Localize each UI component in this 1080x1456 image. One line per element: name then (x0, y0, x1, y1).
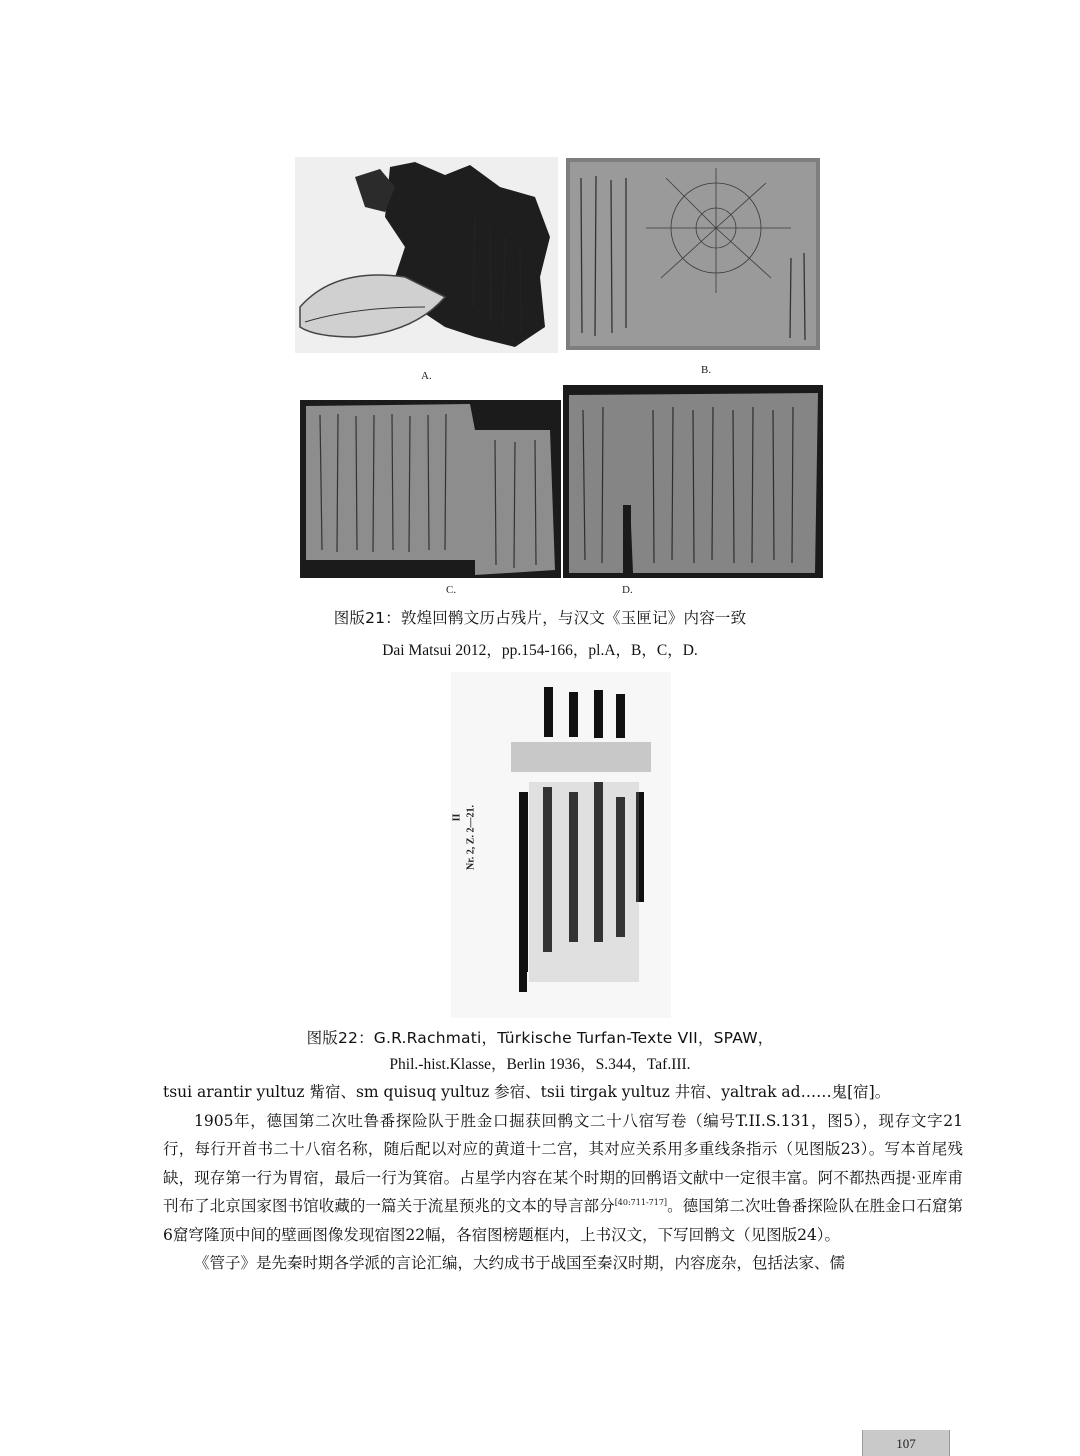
plate21-caption-zh: 图版21：敦煌回鹘文历占残片，与汉文《玉匣记》内容一致 (333, 609, 747, 627)
plate21-label-c: C. (446, 584, 457, 596)
body-paragraph-2 (163, 1107, 963, 1250)
plate22-side-label-text: Nr. 2, Z. 2—21. (465, 805, 477, 870)
body-paragraph-2-b: 。德国第二次吐鲁番探险队在胜金口石窟第6窟穹隆顶中间的壁画图像发现宿图22幅，各宿图榜题框内，上书汉文，下写回鹘文（见图版24）。 (163, 1197, 963, 1244)
plate22-caption-line1: 图版22：G.R.Rachmati，Türkische Turfan-Texte VII，SPAW， (306, 1029, 774, 1047)
plate22-caption-line2: Phil.-hist.Klasse，Berlin 1936，S.344，Taf.III. (389, 1056, 691, 1073)
plate21-label-d: D. (622, 584, 633, 596)
body-text (163, 1078, 963, 1278)
page-number: 107 (896, 1436, 916, 1451)
body-paragraph-3: 《管子》是先秦时期各学派的言论汇编，大约成书于战国至秦汉时期，内容庞杂，包括法家、儒 (194, 1254, 846, 1272)
plate21-photo-a (295, 157, 558, 353)
body-paragraph-2-a: 1905年，德国第二次吐鲁番探险队于胜金口掘获回鹘文二十八宿写卷（编号T.II.S.131，图5），现存文字21行，每行开首书二十八宿名称，随后配以对应的黄道十二宫，其对应关系用多重线条指示（见图版23）。写本首尾残缺，现存第一行为胃宿，最后一行为箕宿。占星学内容在某个时期的回鹘语文献中一定很丰富。阿不都热西提·亚库甫刊布了北京国家图书馆收藏的一篇关于流星预兆的文本的导言部分 (163, 1111, 963, 1215)
plate21-label-a: A. (421, 370, 432, 382)
plate21-photo-b (566, 158, 820, 350)
plate21-photo-c (300, 400, 561, 578)
body-line-1: tsui arantir yultuz 觜宿、sm quisuq yultuz 参宿、tsii tirgak yultuz 井宿、yaltrak ad……鬼[宿]。 (163, 1083, 891, 1101)
plate21-photo-d (563, 385, 823, 578)
plate22-photo (451, 672, 671, 1018)
plate21-caption-en: Dai Matsui 2012，pp.154-166，pl.A，B，C，D. (382, 642, 698, 659)
citation-sup: [40:711-717] (614, 1197, 668, 1207)
plate22-side-label-numeral: II (451, 813, 463, 822)
plate21-label-b: B. (701, 364, 712, 376)
page-number-tab (862, 1430, 950, 1456)
plate22-side-label (451, 782, 491, 902)
